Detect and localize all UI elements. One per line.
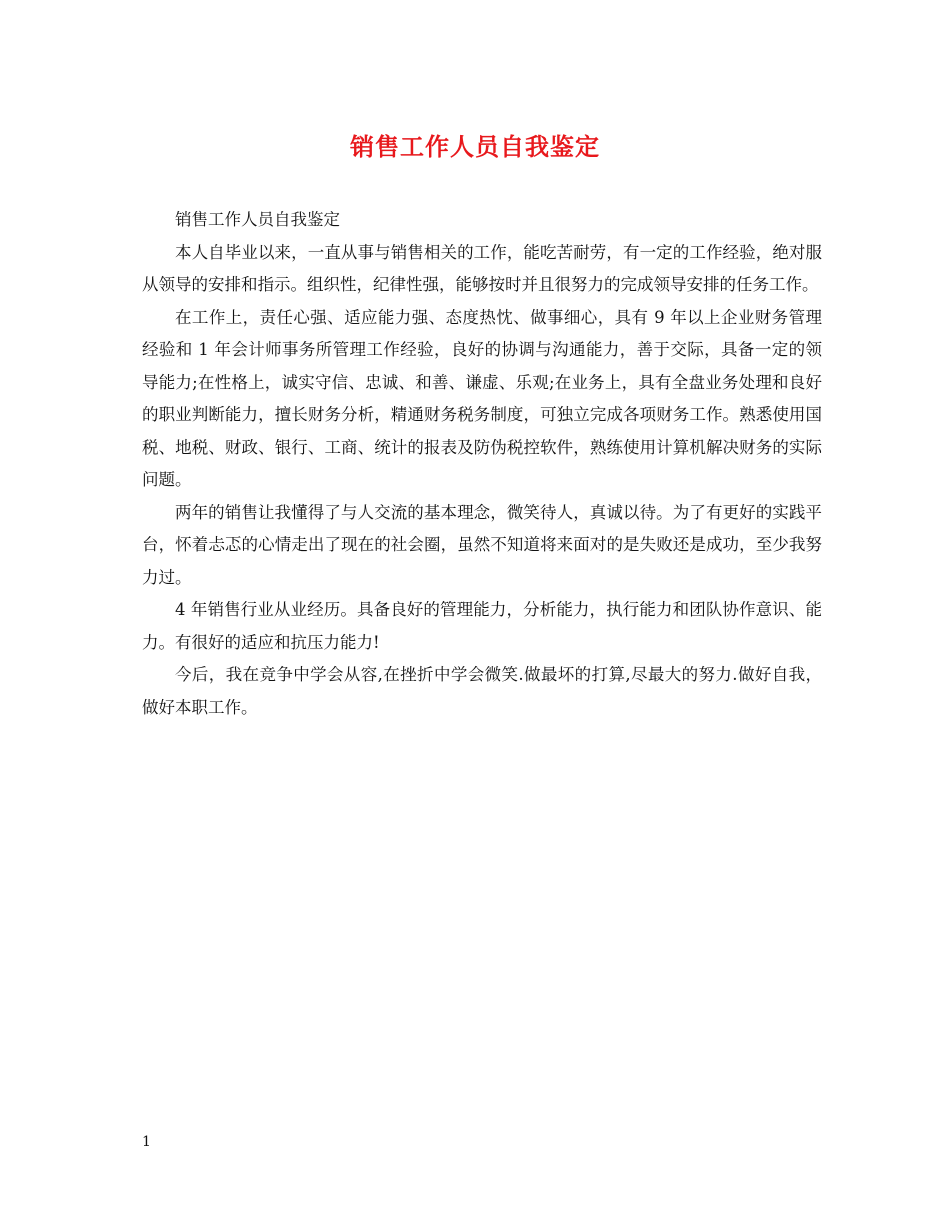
paragraph: 在工作上，责任心强、适应能力强、态度热忱、做事细心，具有 9 年以上企业财务管理经验和 1 年会计师事务所管理工作经验，良好的协调与沟通能力，善于交际，具备一定的领导能力;在性格上，诚实守信、忠诚、和善、谦虚、乐观;在业务上，具有全盘业务处理和良好的职业判断能力，擅长财务分析，精通财务税务制度，可独立完成各项财务工作。熟悉使用国税、地税、财政、银行、工商、统计的报表及防伪税控软件，熟练使用计算机解决财务的实际问题。 xyxy=(142,307,822,489)
document-body xyxy=(142,204,822,724)
paragraph: 两年的销售让我懂得了与人交流的基本理念，微笑待人，真诚以待。为了有更好的实践平台，怀着忐忑的心情走出了现在的社会圈，虽然不知道将来面对的是失败还是成功，至少我努力过。 xyxy=(142,502,822,587)
paragraph: 本人自毕业以来，一直从事与销售相关的工作，能吃苦耐劳，有一定的工作经验，绝对服从领导的安排和指示。组织性，纪律性强，能够按时并且很努力的完成领导安排的任务工作。 xyxy=(142,242,822,294)
document-title: 销售工作人员自我鉴定 xyxy=(350,132,600,161)
paragraph: 4 年销售行业从业经历。具备良好的管理能力，分析能力，执行能力和团队协作意识、能力。有很好的适应和抗压力能力! xyxy=(142,600,822,652)
paragraph-subtitle: 销售工作人员自我鉴定 xyxy=(175,210,340,229)
page-number: 1 xyxy=(142,1134,151,1150)
paragraph: 今后，我在竞争中学会从容,在挫折中学会微笑.做最坏的打算,尽最大的努力.做好自我，做好本职工作。 xyxy=(142,665,822,717)
